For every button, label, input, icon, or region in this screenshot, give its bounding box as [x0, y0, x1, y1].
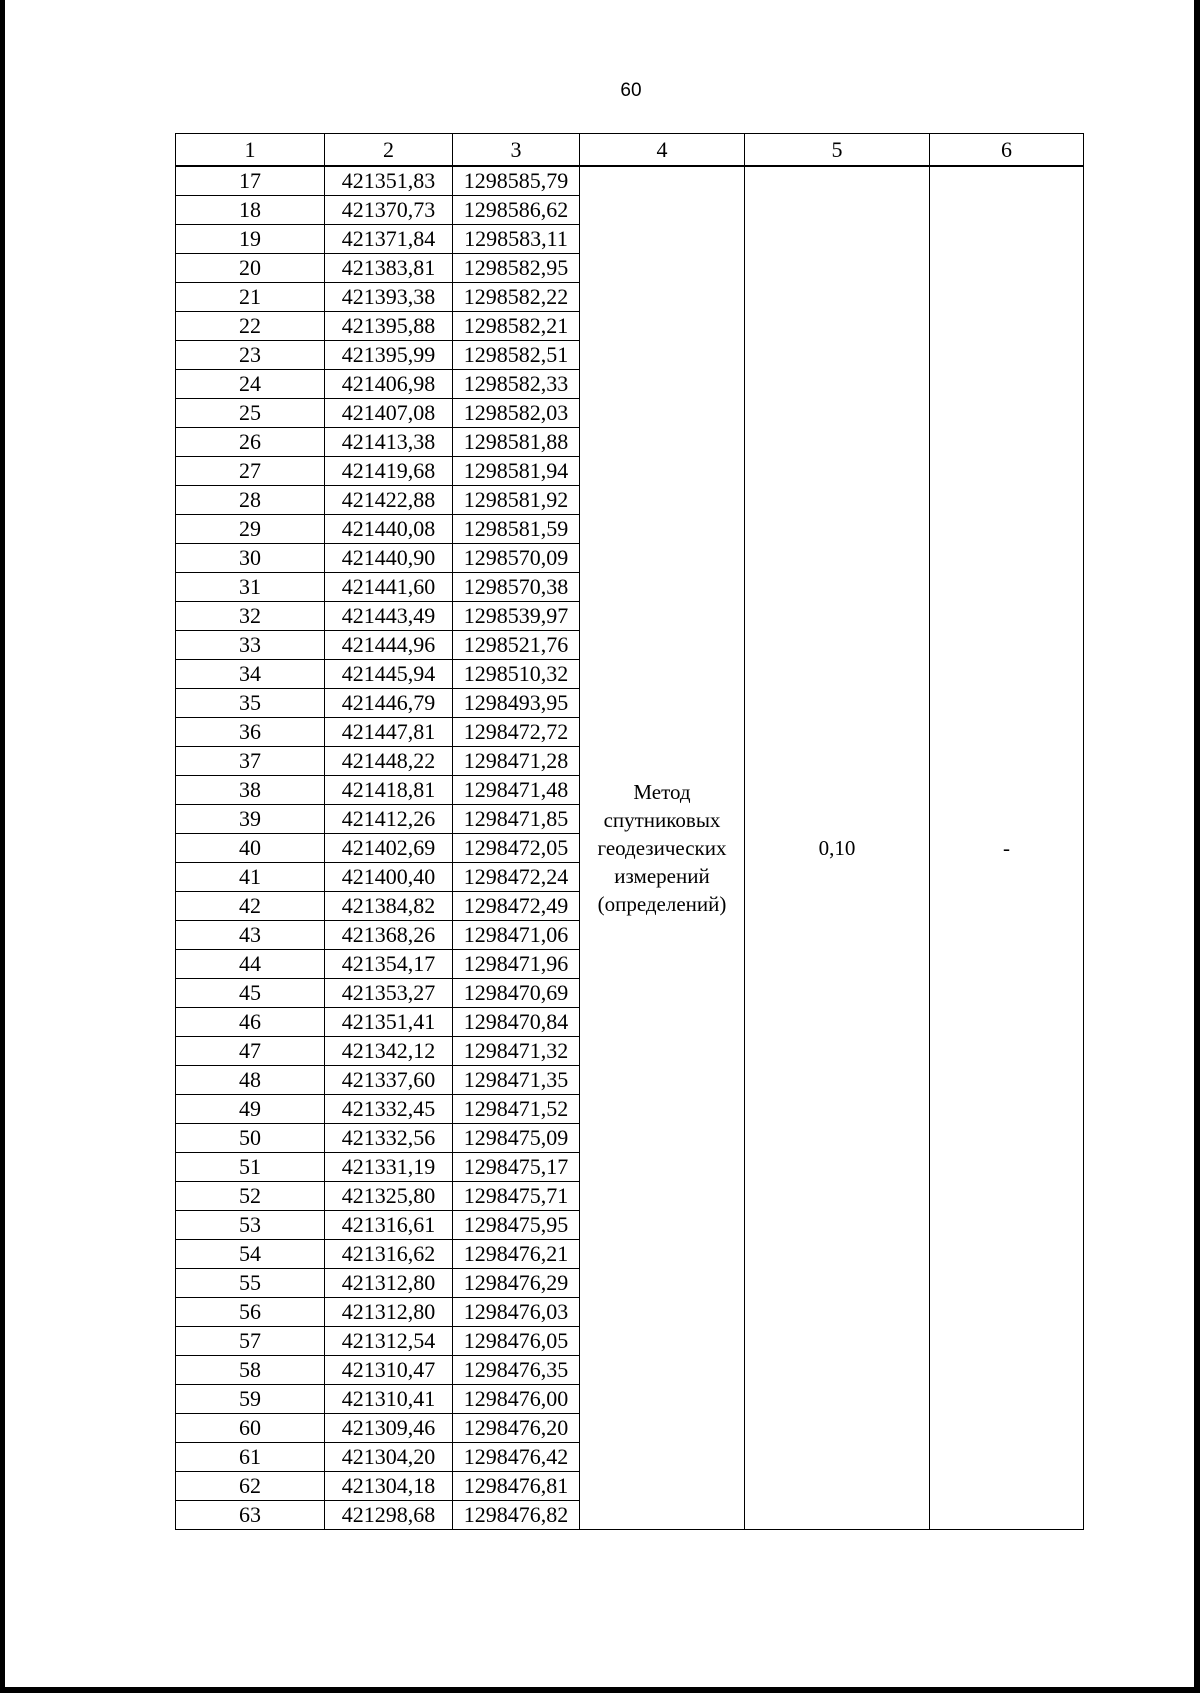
scan-edge-right	[1194, 0, 1200, 1693]
method-cell	[580, 166, 745, 1530]
y-coordinate-cell: 1298570,38	[453, 573, 580, 602]
y-coordinate-cell: 1298570,09	[453, 544, 580, 573]
x-coordinate-cell: 421393,38	[325, 283, 453, 312]
point-number-cell: 53	[176, 1211, 325, 1240]
y-coordinate-cell: 1298581,88	[453, 428, 580, 457]
y-coordinate-cell: 1298476,35	[453, 1356, 580, 1385]
page-number: 60	[620, 80, 642, 101]
x-coordinate-cell: 421384,82	[325, 892, 453, 921]
note-cell: -	[930, 166, 1084, 1530]
y-coordinate-cell: 1298475,17	[453, 1153, 580, 1182]
scan-edge-left	[0, 0, 5, 1693]
point-number-cell: 57	[176, 1327, 325, 1356]
y-coordinate-cell: 1298476,21	[453, 1240, 580, 1269]
y-coordinate-cell: 1298471,06	[453, 921, 580, 950]
y-coordinate-cell: 1298586,62	[453, 196, 580, 225]
y-coordinate-cell: 1298471,85	[453, 805, 580, 834]
point-number-cell: 46	[176, 1008, 325, 1037]
point-number-cell: 27	[176, 457, 325, 486]
x-coordinate-cell: 421383,81	[325, 254, 453, 283]
y-coordinate-cell: 1298582,22	[453, 283, 580, 312]
y-coordinate-cell: 1298472,05	[453, 834, 580, 863]
point-number-cell: 29	[176, 515, 325, 544]
point-number-cell: 25	[176, 399, 325, 428]
point-number-cell: 34	[176, 660, 325, 689]
point-number-cell: 33	[176, 631, 325, 660]
point-number-cell: 43	[176, 921, 325, 950]
x-coordinate-cell: 421447,81	[325, 718, 453, 747]
point-number-cell: 50	[176, 1124, 325, 1153]
header-col-2: 2	[325, 134, 453, 167]
x-coordinate-cell: 421395,88	[325, 312, 453, 341]
x-coordinate-cell: 421440,08	[325, 515, 453, 544]
x-coordinate-cell: 421370,73	[325, 196, 453, 225]
y-coordinate-cell: 1298581,94	[453, 457, 580, 486]
y-coordinate-cell: 1298582,51	[453, 341, 580, 370]
x-coordinate-cell: 421332,56	[325, 1124, 453, 1153]
x-coordinate-cell: 421448,22	[325, 747, 453, 776]
x-coordinate-cell: 421443,49	[325, 602, 453, 631]
x-coordinate-cell: 421309,46	[325, 1414, 453, 1443]
x-coordinate-cell: 421304,18	[325, 1472, 453, 1501]
y-coordinate-cell: 1298476,03	[453, 1298, 580, 1327]
x-coordinate-cell: 421332,45	[325, 1095, 453, 1124]
y-coordinate-cell: 1298581,59	[453, 515, 580, 544]
point-number-cell: 42	[176, 892, 325, 921]
point-number-cell: 30	[176, 544, 325, 573]
method-text-line: Метод	[633, 780, 691, 804]
x-coordinate-cell: 421312,54	[325, 1327, 453, 1356]
x-coordinate-cell: 421331,19	[325, 1153, 453, 1182]
y-coordinate-cell: 1298471,52	[453, 1095, 580, 1124]
x-coordinate-cell: 421371,84	[325, 225, 453, 254]
header-col-4: 4	[580, 134, 745, 167]
x-coordinate-cell: 421351,83	[325, 166, 453, 196]
method-text-line: (определений)	[597, 892, 727, 916]
x-coordinate-cell: 421298,68	[325, 1501, 453, 1530]
point-number-cell: 24	[176, 370, 325, 399]
point-number-cell: 38	[176, 776, 325, 805]
x-coordinate-cell: 421351,41	[325, 1008, 453, 1037]
point-number-cell: 44	[176, 950, 325, 979]
method-text-line: спутниковых	[603, 808, 721, 832]
point-number-cell: 32	[176, 602, 325, 631]
x-coordinate-cell: 421402,69	[325, 834, 453, 863]
x-coordinate-cell: 421395,99	[325, 341, 453, 370]
point-number-cell: 17	[176, 166, 325, 196]
x-coordinate-cell: 421419,68	[325, 457, 453, 486]
point-number-cell: 19	[176, 225, 325, 254]
point-number-cell: 28	[176, 486, 325, 515]
y-coordinate-cell: 1298521,76	[453, 631, 580, 660]
point-number-cell: 31	[176, 573, 325, 602]
y-coordinate-cell: 1298582,21	[453, 312, 580, 341]
y-coordinate-cell: 1298471,48	[453, 776, 580, 805]
x-coordinate-cell: 421312,80	[325, 1298, 453, 1327]
y-coordinate-cell: 1298476,42	[453, 1443, 580, 1472]
y-coordinate-cell: 1298476,05	[453, 1327, 580, 1356]
y-coordinate-cell: 1298585,79	[453, 166, 580, 196]
y-coordinate-cell: 1298583,11	[453, 225, 580, 254]
point-number-cell: 48	[176, 1066, 325, 1095]
y-coordinate-cell: 1298539,97	[453, 602, 580, 631]
x-coordinate-cell: 421418,81	[325, 776, 453, 805]
x-coordinate-cell: 421310,41	[325, 1385, 453, 1414]
x-coordinate-cell: 421354,17	[325, 950, 453, 979]
x-coordinate-cell: 421312,80	[325, 1269, 453, 1298]
point-number-cell: 22	[176, 312, 325, 341]
x-coordinate-cell: 421413,38	[325, 428, 453, 457]
y-coordinate-cell: 1298470,69	[453, 979, 580, 1008]
accuracy-cell: 0,10	[745, 166, 930, 1530]
x-coordinate-cell: 421337,60	[325, 1066, 453, 1095]
point-number-cell: 59	[176, 1385, 325, 1414]
x-coordinate-cell: 421422,88	[325, 486, 453, 515]
y-coordinate-cell: 1298510,32	[453, 660, 580, 689]
x-coordinate-cell: 421444,96	[325, 631, 453, 660]
y-coordinate-cell: 1298582,03	[453, 399, 580, 428]
table-row	[176, 166, 1084, 196]
point-number-cell: 35	[176, 689, 325, 718]
point-number-cell: 23	[176, 341, 325, 370]
y-coordinate-cell: 1298475,95	[453, 1211, 580, 1240]
header-col-6: 6	[930, 134, 1084, 167]
point-number-cell: 40	[176, 834, 325, 863]
y-coordinate-cell: 1298472,72	[453, 718, 580, 747]
table-header-row	[176, 134, 1084, 167]
point-number-cell: 49	[176, 1095, 325, 1124]
y-coordinate-cell: 1298470,84	[453, 1008, 580, 1037]
x-coordinate-cell: 421446,79	[325, 689, 453, 718]
point-number-cell: 52	[176, 1182, 325, 1211]
y-coordinate-cell: 1298476,82	[453, 1501, 580, 1530]
y-coordinate-cell: 1298472,24	[453, 863, 580, 892]
x-coordinate-cell: 421406,98	[325, 370, 453, 399]
point-number-cell: 51	[176, 1153, 325, 1182]
x-coordinate-cell: 421441,60	[325, 573, 453, 602]
y-coordinate-cell: 1298471,32	[453, 1037, 580, 1066]
point-number-cell: 61	[176, 1443, 325, 1472]
table-body	[176, 166, 1084, 1530]
point-number-cell: 54	[176, 1240, 325, 1269]
y-coordinate-cell: 1298476,00	[453, 1385, 580, 1414]
x-coordinate-cell: 421445,94	[325, 660, 453, 689]
point-number-cell: 47	[176, 1037, 325, 1066]
point-number-cell: 60	[176, 1414, 325, 1443]
y-coordinate-cell: 1298475,71	[453, 1182, 580, 1211]
point-number-cell: 56	[176, 1298, 325, 1327]
coordinates-table	[175, 133, 1084, 1530]
x-coordinate-cell: 421440,90	[325, 544, 453, 573]
x-coordinate-cell: 421368,26	[325, 921, 453, 950]
y-coordinate-cell: 1298493,95	[453, 689, 580, 718]
point-number-cell: 55	[176, 1269, 325, 1298]
y-coordinate-cell: 1298476,20	[453, 1414, 580, 1443]
y-coordinate-cell: 1298582,95	[453, 254, 580, 283]
point-number-cell: 41	[176, 863, 325, 892]
header-col-3: 3	[453, 134, 580, 167]
point-number-cell: 21	[176, 283, 325, 312]
y-coordinate-cell: 1298471,96	[453, 950, 580, 979]
point-number-cell: 18	[176, 196, 325, 225]
point-number-cell: 26	[176, 428, 325, 457]
point-number-cell: 45	[176, 979, 325, 1008]
y-coordinate-cell: 1298476,81	[453, 1472, 580, 1501]
y-coordinate-cell: 1298582,33	[453, 370, 580, 399]
x-coordinate-cell: 421316,62	[325, 1240, 453, 1269]
y-coordinate-cell: 1298476,29	[453, 1269, 580, 1298]
x-coordinate-cell: 421407,08	[325, 399, 453, 428]
point-number-cell: 63	[176, 1501, 325, 1530]
method-text-line: геодезических	[597, 836, 727, 860]
x-coordinate-cell: 421304,20	[325, 1443, 453, 1472]
y-coordinate-cell: 1298472,49	[453, 892, 580, 921]
point-number-cell: 37	[176, 747, 325, 776]
y-coordinate-cell: 1298471,35	[453, 1066, 580, 1095]
header-col-1: 1	[176, 134, 325, 167]
x-coordinate-cell: 421325,80	[325, 1182, 453, 1211]
point-number-cell: 20	[176, 254, 325, 283]
y-coordinate-cell: 1298471,28	[453, 747, 580, 776]
x-coordinate-cell: 421412,26	[325, 805, 453, 834]
point-number-cell: 62	[176, 1472, 325, 1501]
point-number-cell: 58	[176, 1356, 325, 1385]
y-coordinate-cell: 1298581,92	[453, 486, 580, 515]
header-col-5: 5	[745, 134, 930, 167]
x-coordinate-cell: 421310,47	[325, 1356, 453, 1385]
x-coordinate-cell: 421316,61	[325, 1211, 453, 1240]
scan-edge-bottom	[0, 1687, 1200, 1693]
y-coordinate-cell: 1298475,09	[453, 1124, 580, 1153]
x-coordinate-cell: 421400,40	[325, 863, 453, 892]
x-coordinate-cell: 421353,27	[325, 979, 453, 1008]
point-number-cell: 36	[176, 718, 325, 747]
x-coordinate-cell: 421342,12	[325, 1037, 453, 1066]
method-text-line: измерений	[614, 864, 710, 888]
point-number-cell: 39	[176, 805, 325, 834]
